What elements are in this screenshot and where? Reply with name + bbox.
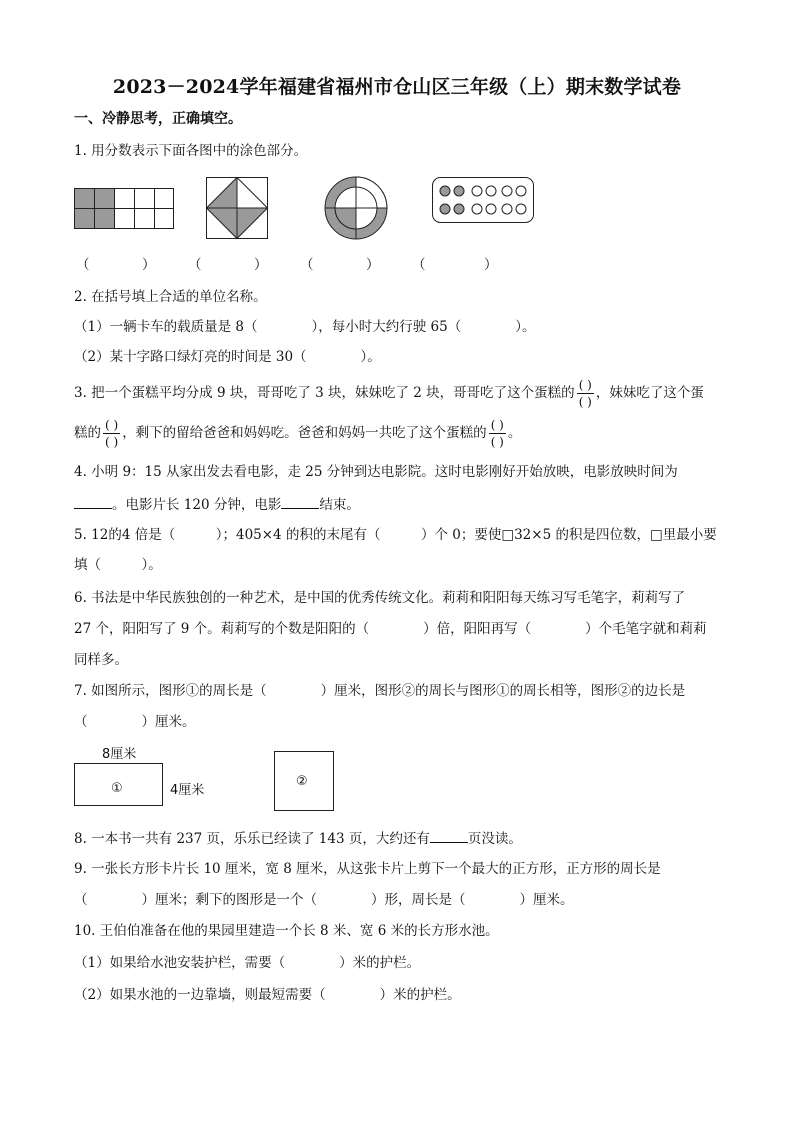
q3-fraction-brother[interactable] xyxy=(577,378,594,409)
q1-blank-1-open[interactable]: （ xyxy=(76,257,90,273)
q1-blank-2-close: ） xyxy=(254,257,268,273)
q8-text-b: 页没读。 xyxy=(467,831,522,847)
q3-fraction-sister[interactable] xyxy=(103,418,120,449)
fraction-numerator: ( ) xyxy=(578,378,592,392)
question-6-line-2: 27 个，阳阳写了 9 个。莉莉写的个数是阳阳的（ ）倍，阳阳再写（ ）个毛笔字就和莉莉 xyxy=(74,621,707,637)
q4-blank-time[interactable] xyxy=(74,494,112,509)
question-9-line-2: （ ）厘米；剩下的图形是一个（ ）形，周长是（ ）厘米。 xyxy=(74,892,574,908)
q1-figure-square-diamond xyxy=(206,177,268,239)
q1-blank-3-close: ） xyxy=(366,257,380,273)
q7-top-length-label: 8厘米 xyxy=(102,747,137,762)
q1-blank-4-open[interactable]: （ xyxy=(412,257,426,273)
q3-fraction-parents[interactable] xyxy=(489,418,506,449)
question-10-part-1: （1）如果给水池安装护栏，需要（ ）米的护栏。 xyxy=(74,955,421,971)
q1-blank-3-open[interactable]: （ xyxy=(300,257,314,273)
q7-figure xyxy=(74,742,344,812)
fraction-denominator: ( ) xyxy=(490,435,504,449)
q1-blank-4-close: ） xyxy=(484,257,498,273)
question-3-line-2 xyxy=(74,414,521,452)
q4-text-c: 结束。 xyxy=(319,497,360,513)
q4-text-b: 。电影片长 120 分钟，电影 xyxy=(112,497,282,513)
question-7-line-2: （ ）厘米。 xyxy=(74,714,196,730)
q7-shape-2-label: ② xyxy=(296,774,308,789)
q7-shape-1-label: ① xyxy=(111,781,123,796)
question-3-line-1 xyxy=(74,374,704,412)
q1-figure-rings xyxy=(324,176,388,240)
fraction-numerator: ( ) xyxy=(105,418,119,432)
fraction-numerator: ( ) xyxy=(490,418,504,432)
q4-blank-end[interactable] xyxy=(281,494,319,509)
fraction-denominator: ( ) xyxy=(105,435,119,449)
q1-figure-circles-box xyxy=(432,177,534,223)
question-4-line-2 xyxy=(74,494,360,514)
question-10: 10. 王伯伯准备在他的果园里建造一个长 8 米、宽 6 米的长方形水池。 xyxy=(74,923,499,939)
question-5-line-1: 5. 12的4 倍是（ ）；405×4 的积的末尾有（ ）个 0；要使□32×5 的积是四位数，□里最小要 xyxy=(74,527,717,543)
question-9-line-1: 9. 一张长方形卡片长 10 厘米，宽 8 厘米，从这张卡片上剪下一个最大的正方形，正方形的周长是 xyxy=(74,861,661,877)
q8-blank[interactable] xyxy=(430,828,468,843)
q3-text-d: ，剩下的留给爸爸和妈妈吃。爸爸和妈妈一共吃了这个蛋糕的 xyxy=(122,425,487,441)
q3-text-b: ，妹妹吃了这个蛋 xyxy=(595,385,704,401)
question-6-line-3: 同样多。 xyxy=(74,652,128,668)
question-1: 1. 用分数表示下面各图中的涂色部分。 xyxy=(74,143,308,159)
question-2-part-2: （2）某十字路口绿灯亮的时间是 30（ ）。 xyxy=(74,349,381,365)
q3-text-a: 3. 把一个蛋糕平均分成 9 块，哥哥吃了 3 块，妹妹吃了 2 块，哥哥吃了这个蛋糕的 xyxy=(74,385,575,401)
q1-blank-2-open[interactable]: （ xyxy=(188,257,202,273)
question-6-line-1: 6. 书法是中华民族独创的一种艺术，是中国的优秀传统文化。莉莉和阳阳每天练习写毛笔字，莉莉写了 xyxy=(74,590,686,606)
question-10-part-2: （2）如果水池的一边靠墙，则最短需要（ ）米的护栏。 xyxy=(74,987,461,1003)
q1-blank-1-close: ） xyxy=(142,257,156,273)
q3-text-e: 。 xyxy=(507,425,522,441)
q7-side-length-label: 4厘米 xyxy=(170,783,205,798)
question-8 xyxy=(74,828,522,848)
question-2: 2. 在括号填上合适的单位名称。 xyxy=(74,289,267,305)
section-heading-1: 一、冷静思考，正确填空。 xyxy=(74,111,242,127)
question-5-line-2: 填（ ）。 xyxy=(74,557,162,573)
q1-figure-grid xyxy=(74,188,174,230)
fraction-denominator: ( ) xyxy=(578,395,592,409)
q8-text-a: 8. 一本书一共有 237 页，乐乐已经读了 143 页，大约还有 xyxy=(74,831,430,847)
question-2-part-1: （1）一辆卡车的载质量是 8（ ），每小时大约行驶 65（ ）。 xyxy=(74,319,536,335)
question-7-line-1: 7. 如图所示，图形①的周长是（ ）厘米，图形②的周长与图形①的周长相等，图形②的边长是 xyxy=(74,683,686,699)
q3-text-c: 糕的 xyxy=(74,425,101,441)
question-4-line-1: 4. 小明 9：15 从家出发去看电影，走 25 分钟到达电影院。这时电影刚好开始放映，电影放映时间为 xyxy=(74,464,678,480)
exam-title: 2023－2024学年福建省福州市仓山区三年级（上）期末数学试卷 xyxy=(112,76,682,98)
